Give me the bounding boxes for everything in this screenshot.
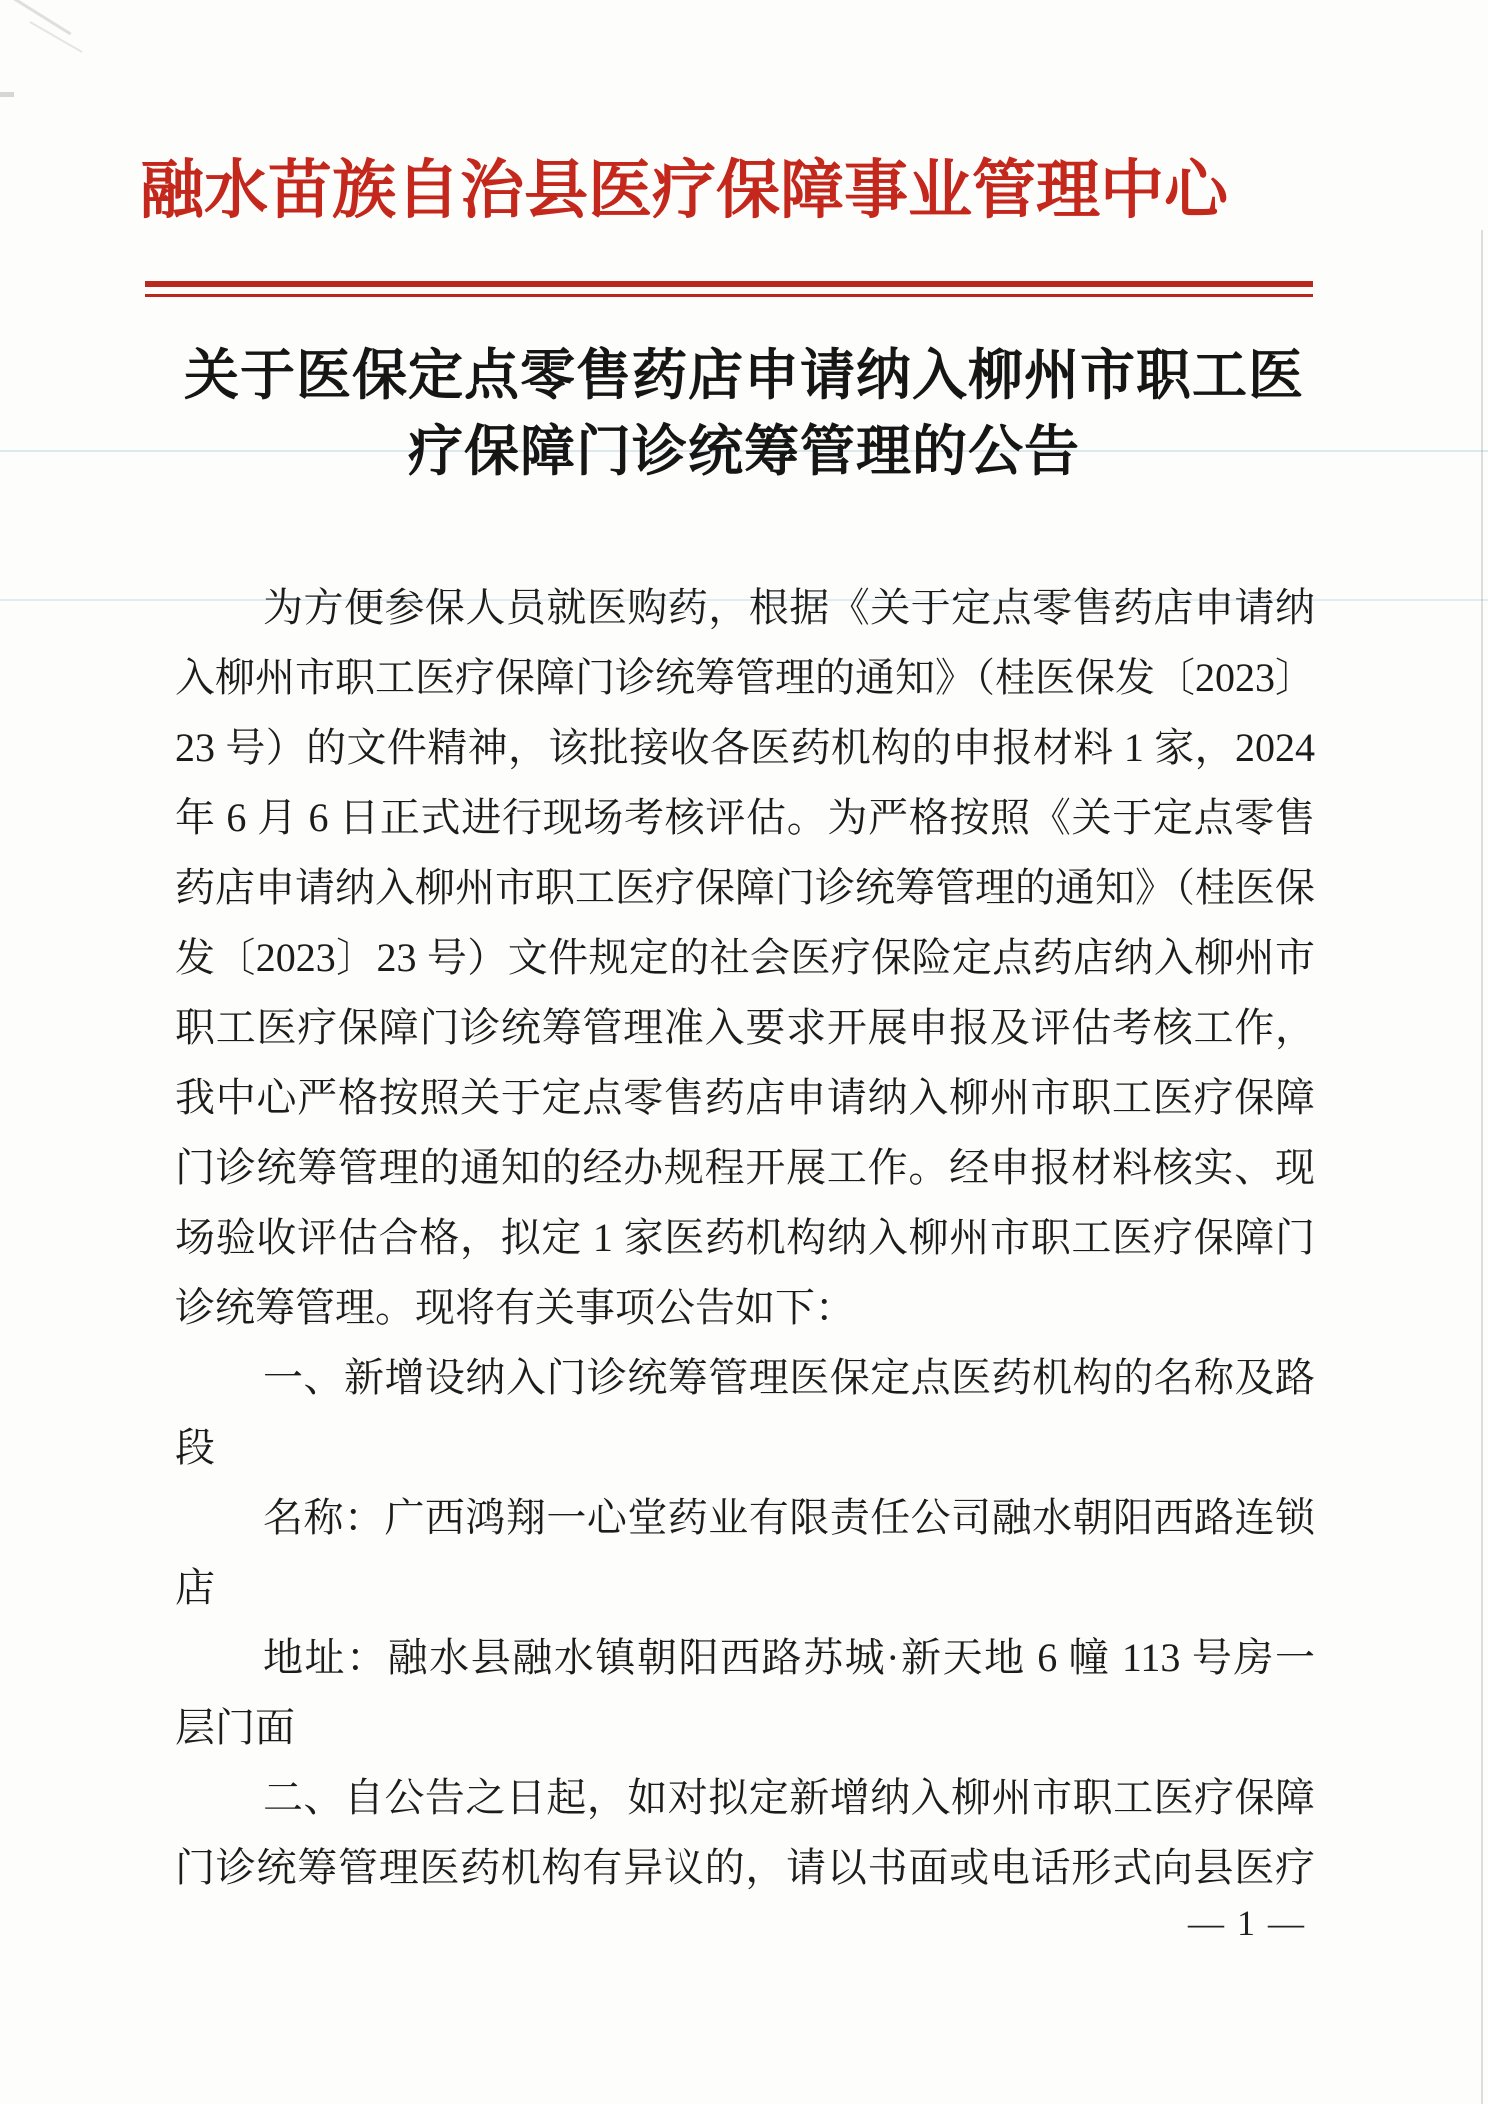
body-line: 职工医疗保障门诊统筹管理准入要求开展申报及评估考核工作， [175, 1005, 1315, 1050]
body-line: 一、新增设纳入门诊统筹管理医保定点医药机构的名称及路 [263, 1355, 1315, 1400]
body-line: 诊统筹管理。现将有关事项公告如下： [175, 1285, 855, 1330]
body-line: 入柳州市职工医疗保障门诊统筹管理的通知》（桂医保发〔2023〕 [175, 655, 1315, 700]
red-separator-thick [145, 281, 1313, 287]
page-number: — 1 — [1188, 1903, 1306, 1943]
body-line: 门诊统筹管理的通知的经办规程开展工作。经申报材料核实、现 [175, 1145, 1315, 1190]
body-line: 层门面 [175, 1705, 295, 1750]
document-title-line2: 疗保障门诊统筹管理的公告 [407, 421, 1080, 482]
document-title-line1: 关于医保定点零售药店申请纳入柳州市职工医 [183, 345, 1304, 406]
scan-smudge [11, 0, 72, 35]
body-line: 名称：广西鸿翔一心堂药业有限责任公司融水朝阳西路连锁 [263, 1495, 1315, 1540]
body-line: 发〔2023〕23 号）文件规定的社会医疗保险定点药店纳入柳州市 [175, 935, 1315, 980]
org-masthead-title: 融水苗族自治县医疗保障事业管理中心 [140, 155, 1228, 226]
body-line: 门诊统筹管理医药机构有异议的，请以书面或电话形式向县医疗 [175, 1845, 1315, 1890]
body-line: 为方便参保人员就医购药，根据《关于定点零售药店申请纳 [263, 585, 1315, 630]
body-line: 我中心严格按照关于定点零售药店申请纳入柳州市职工医疗保障 [175, 1075, 1315, 1120]
body-line: 年 6 月 6 日正式进行现场考核评估。为严格按照《关于定点零售 [175, 795, 1315, 840]
red-separator-thin [145, 294, 1313, 297]
scan-smudge [30, 21, 83, 53]
scan-smudge [0, 92, 14, 97]
body-line: 地址：融水县融水镇朝阳西路苏城·新天地 6 幢 113 号房一 [263, 1635, 1315, 1680]
body-line: 店 [175, 1565, 215, 1610]
body-text [175, 573, 1315, 1903]
scan-artifact-line [1481, 230, 1483, 2104]
body-line: 药店申请纳入柳州市职工医疗保障门诊统筹管理的通知》（桂医保 [175, 865, 1315, 910]
document-title [134, 338, 1354, 490]
body-line: 23 号）的文件精神，该批接收各医药机构的申报材料 1 家，2024 [175, 725, 1315, 770]
body-line: 场验收评估合格，拟定 1 家医药机构纳入柳州市职工医疗保障门 [175, 1215, 1315, 1260]
body-line: 二、自公告之日起，如对拟定新增纳入柳州市职工医疗保障 [263, 1775, 1315, 1820]
body-line: 段 [175, 1425, 215, 1470]
